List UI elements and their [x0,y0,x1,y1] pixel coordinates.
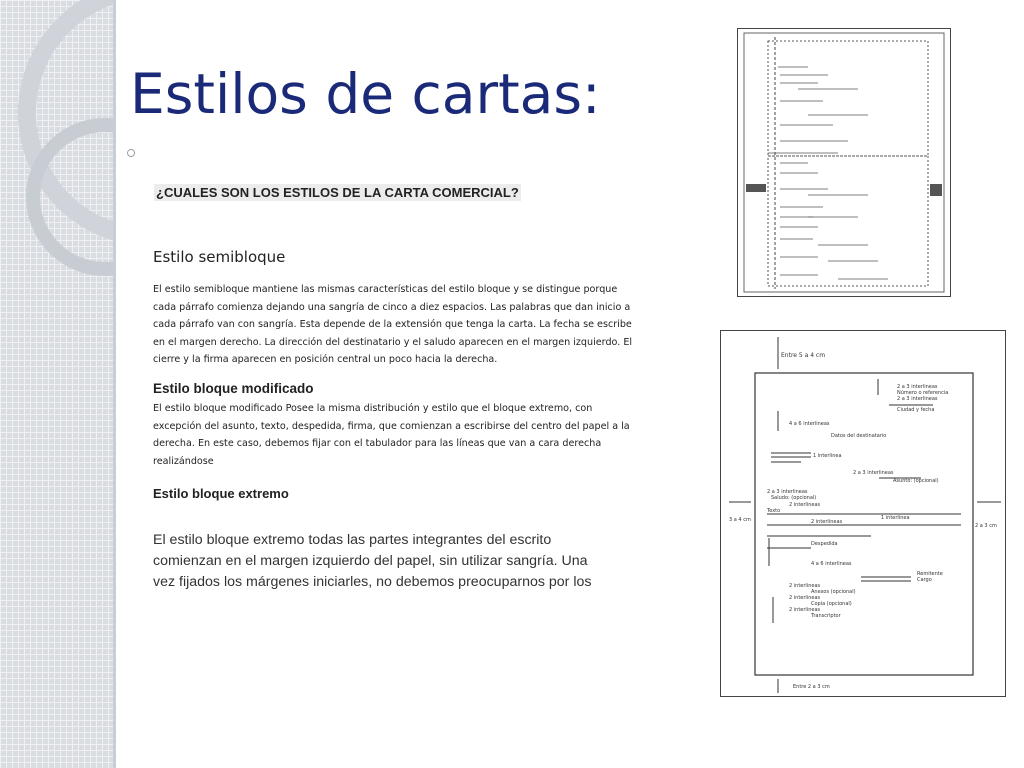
label-datos-destinatario: Datos del destinatario [831,433,887,439]
label-copia: Copia (opcional) [811,601,852,607]
label-numero-referencia: Número o referencia [897,390,949,396]
label-dos-interlineas-d: 2 interlineas [789,607,821,613]
text-line: vez fijados los márgenes iniciarles, no debemos preocuparnos por los [153,574,592,590]
label-asunto: Asunto: (opcional) [893,478,939,484]
slide-title: Estilos de cartas: [130,62,601,126]
label-una-interlinea-b: 1 interlinea [881,515,910,521]
label-dos-interlineas-b: 2 interlineas [789,583,821,589]
heading-caps: ¿CUALES SON LOS ESTILOS DE LA CARTA COMERCIAL? [156,185,519,200]
text-line: cada párrafo comienza dejando una sangría de cinco a diez espacios. Las palabras que dan inicio a [153,301,631,313]
label-top-margin: Entre 5 a 4 cm [781,352,826,359]
text-line: El estilo bloque modificado Posee la misma distribución y estilo que el bloque extremo, con [153,403,593,414]
text-line: El estilo semibloque mantiene las mismas características del estilo bloque y se distingue porque [153,284,618,295]
label-transcriptor: Transcriptor [811,613,841,619]
text-line: cierre y la firma aparecen en posición central un poco hacia la derecha. [153,354,498,366]
label-dos-interlineas: 2 interlineas [811,519,843,525]
text-line: comienzan en el margen izquierdo del papel, sin utilizar sangría. Una [153,553,588,569]
paragraph-bloque-extremo [153,530,648,593]
letter-layout-diagram-top [737,28,951,297]
paragraph-bloque-modificado [153,400,648,470]
label-ciudad-fecha: Ciudad y fecha [897,407,935,413]
label-bottom-margin: Entre 2 a 3 cm [793,684,830,690]
paragraph-semibloque [153,281,648,369]
letter-layout-diagram-top-graphic [738,29,950,296]
label-anexos: Anexos (opcional) [811,589,856,595]
label-despedida: Despedida [811,541,838,547]
label-una-interlinea: 1 interlinea [813,453,842,459]
label-dos-interlineas-c: 2 interlineas [789,595,821,601]
heading-semibloque: Estilo semibloque [153,248,286,266]
letter-layout-diagram-bottom-graphic [721,331,1005,696]
text-line: cada párrafo van con sangría. Esta depende de la extensión que tenga la carta. La fecha se escribe [153,319,632,331]
label-interlineas-e: 2 interlineas [789,502,821,508]
label-interlineas-4-6: 4 a 6 interlineas [789,421,830,427]
heading-bloque-extremo: Estilo bloque extremo [153,486,289,501]
label-cargo: Cargo [917,577,932,583]
text-line: derecha. En este caso, debemos fijar con el tabulador para las líneas que van a cara derecha [153,438,602,450]
label-interlineas-a: 2 a 3 interlineas [897,384,938,390]
text-line: en el margen derecho. La dirección del destinatario y el saludo aparecen en el margen izquierdo. El [153,336,633,348]
text-line: El estilo bloque extremo todas las partes integrantes del escrito [153,532,552,548]
label-texto: Texto [767,508,781,514]
label-interlineas-4-6-b: 4 a 6 interlineas [811,561,852,567]
heading-bloque-modificado: Estilo bloque modificado [153,381,314,396]
label-left-margin: 3 a 4 cm [729,517,751,523]
text-line: excepción del asunto, texto, despedida, firma, que comienzan a escribirse del centro del papel a la [153,420,630,432]
label-interlineas-d: 2 a 3 interlineas [767,489,808,495]
letter-layout-diagram-bottom [720,330,1006,697]
label-right-margin: 2 a 3 cm [975,523,997,529]
label-remitente: Remitente [917,571,943,577]
text-line: realizándose [153,455,214,467]
label-saludo: Saludo: (opcional) [771,495,817,501]
label-interlineas-b: 2 a 3 interlineas [897,396,938,402]
bullet-circle-icon [127,149,135,157]
label-interlineas-c: 2 a 3 interlineas [853,470,894,476]
